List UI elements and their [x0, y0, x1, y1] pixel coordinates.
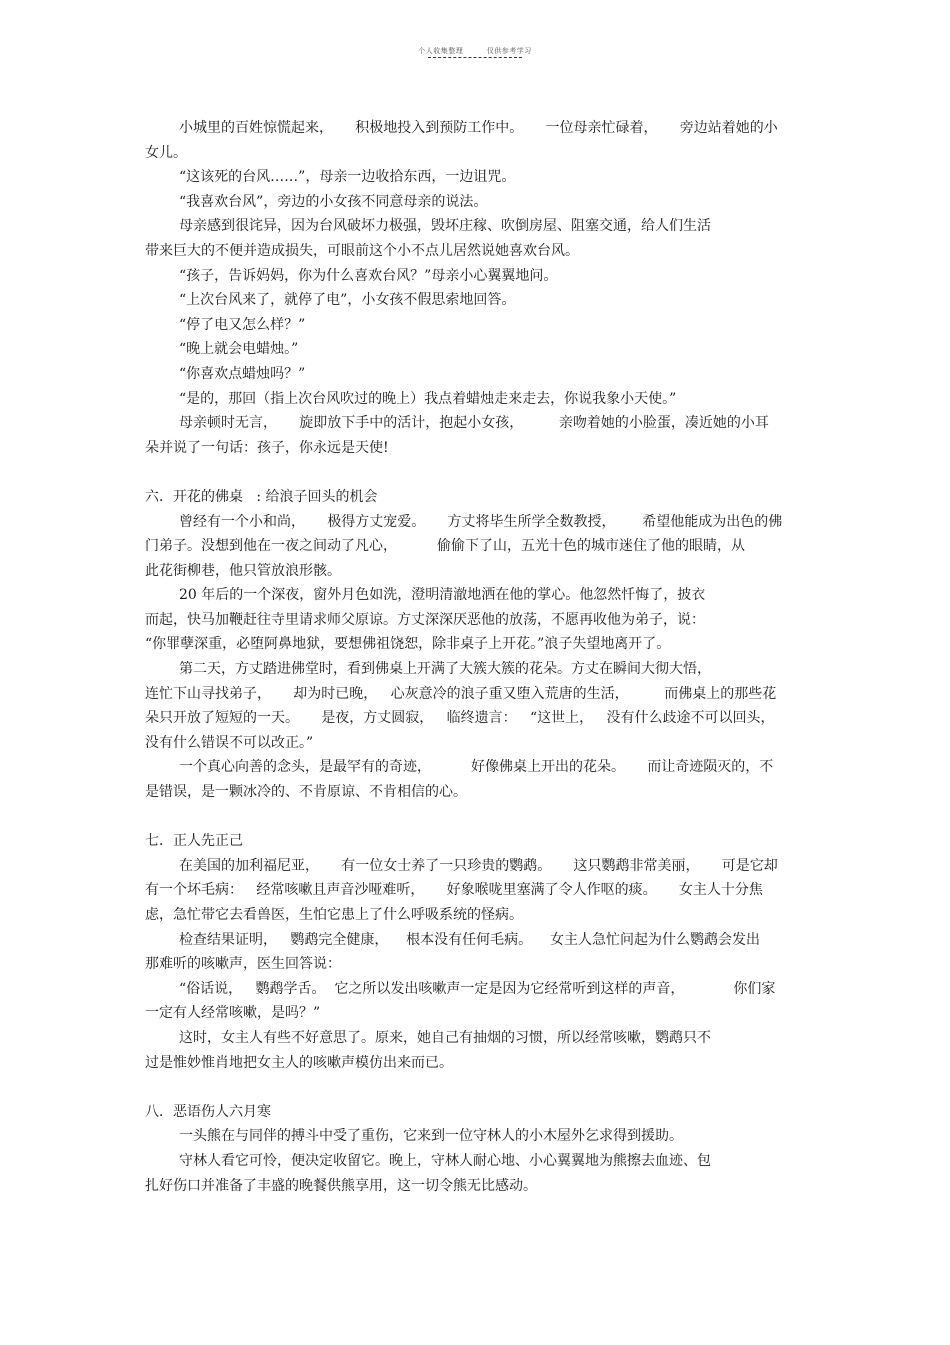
text-line: 曾经有一个小和尚， 极得方丈宠爱。 方丈将毕生所学全数教授， 希望他能成为出色的佛	[179, 513, 783, 530]
text-line: 20 年后的一个深夜，窗外月色如洗，澄明清澈地洒在他的掌心。他忽然忏悔了，披衣	[179, 587, 706, 604]
text-line: 带来巨大的不便并造成损失，可眼前这个小不点儿居然说她喜欢台风。	[145, 242, 579, 259]
header-right-text: 仅供参考学习	[486, 47, 532, 55]
text-line: 母亲顿时无言， 旋即放下手中的活计，抱起小女孩， 亲吻着她的小脸蛋，凑近她的小耳	[179, 415, 769, 432]
section-7-body	[145, 854, 810, 1075]
document-body	[145, 116, 810, 1198]
text-line: 这时，女主人有些不好意思了。原来，她自己有抽烟的习惯，所以经常咳嗽，鹦鹉只不	[179, 1029, 711, 1046]
text-line: “我喜欢台风”，旁边的小女孩不同意母亲的说法。	[179, 193, 488, 210]
header-divider	[428, 57, 522, 58]
text-line: “俗话说， 鹦鹉学舌。 它之所以发出咳嗽声一定是因为它经常听到这样的声音， 你们家	[179, 980, 776, 997]
text-line: 母亲感到很诧异，因为台风破坏力极强，毁坏庄稼、吹倒房屋、阻塞交通，给人们生活	[179, 218, 711, 235]
text-line: “你罪孽深重，必堕阿鼻地狱，要想佛祖饶恕，除非桌子上开花。”浪子失望地离开了。	[145, 636, 671, 653]
text-line: 朵只开放了短短的一天。 是夜，方丈圆寂， 临终遗言： “这世上， 没有什么歧途不可以回头，	[145, 710, 775, 727]
text-line: 小城里的百姓惊慌起来， 积极地投入到预防工作中。 一位母亲忙碌着， 旁边站着她的小	[179, 120, 778, 136]
text-line: 第二天，方丈踏进佛堂时，看到佛桌上开满了大簇大簇的花朵。方丈在瞬间大彻大悟，	[179, 661, 711, 678]
text-line: “是的，那回（指上次台风吹过的晚上）我点着蜡烛走来走去，你说我象小天使。”	[179, 390, 677, 407]
text-line: 朵并说了一句话：孩子，你永远是天使!	[145, 439, 389, 456]
section-typhoon	[145, 116, 810, 460]
text-line: 此花街柳巷，他只管放浪形骸。	[145, 562, 341, 579]
text-line: 一个真心向善的念头，是最罕有的奇迹， 好像佛桌上开出的花朵。 而让奇迹陨灭的，不	[179, 759, 774, 776]
text-line: 扎好伤口并准备了丰盛的晚餐供熊享用，这一切令熊无比感动。	[145, 1177, 537, 1194]
text-line: 是错误，是一颗冰冷的、不肯原谅、不肯相信的心。	[145, 784, 467, 801]
text-line: 没有什么错误不可以改正。”	[145, 734, 314, 751]
text-line: 过是惟妙惟肖地把女主人的咳嗽声模仿出来而已。	[145, 1054, 453, 1071]
text-line: 那难听的咳嗽声，医生回答说：	[145, 956, 341, 973]
text-line: 有一个坏毛病： 经常咳嗽且声音沙哑难听， 好象喉咙里塞满了令人作呕的痰。 女主人十分焦	[145, 882, 763, 899]
text-line: 虑，急忙带它去看兽医，生怕它患上了什么呼吸系统的怪病。	[145, 907, 523, 923]
text-line: “晚上就会电蜡烛。”	[179, 341, 299, 358]
section-6-title: 六．开花的佛桌 : 给浪子回头的机会	[145, 488, 378, 505]
text-line: 一头熊在与同伴的搏斗中受了重伤，它来到一位守林人的小木屋外乞求得到援助。	[179, 1128, 683, 1145]
text-line: 守林人看它可怜，便决定收留它。晚上，守林人耐心地、小心翼翼地为熊擦去血迹、包	[179, 1152, 711, 1169]
section-6-body	[145, 510, 810, 805]
text-line: 连忙下山寻找弟子， 却为时已晚， 心灰意冷的浪子重又堕入荒唐的生活， 而佛桌上的那些花	[145, 685, 777, 702]
text-line: 一定有人经常咳嗽，是吗？”	[145, 1005, 321, 1022]
text-line: 门弟子。没想到他在一夜之间动了凡心， 偷偷下了山，五光十色的城市迷住了他的眼睛，从	[145, 538, 746, 555]
text-line: “上次台风来了，就停了电”，小女孩不假思索地回答。	[179, 292, 516, 309]
section-8-title: 八．恶语伤人六月寒	[145, 1103, 271, 1120]
text-line: 女儿。	[145, 144, 187, 161]
text-line: “停了电又怎么样？”	[179, 316, 306, 333]
header-left-text: 个人收集整理	[418, 47, 464, 55]
text-line: 在美国的加利福尼亚， 有一位女士养了一只珍贵的鹦鹉。 这只鹦鹉非常美丽， 可是它却	[179, 857, 778, 874]
text-line: “这该死的台风……”，母亲一边收拾东西，一边诅咒。	[179, 169, 516, 186]
text-line: “孩子，告诉妈妈，你为什么喜欢台风？”母亲小心翼翼地问。	[179, 267, 558, 284]
text-line: “你喜欢点蜡烛吗？”	[179, 365, 306, 382]
section-7-title: 七．正人先正己	[145, 833, 243, 850]
text-line: 检查结果证明， 鹦鹉完全健康， 根本没有任何毛病。 女主人急忙问起为什么鹦鹉会发出	[179, 931, 760, 948]
section-8-body	[145, 1124, 810, 1198]
text-line: 而起，快马加鞭赶往寺里请求师父原谅。方丈深深厌恶他的放荡，不愿再收他为弟子，说：	[145, 611, 705, 628]
page-header	[0, 46, 950, 56]
